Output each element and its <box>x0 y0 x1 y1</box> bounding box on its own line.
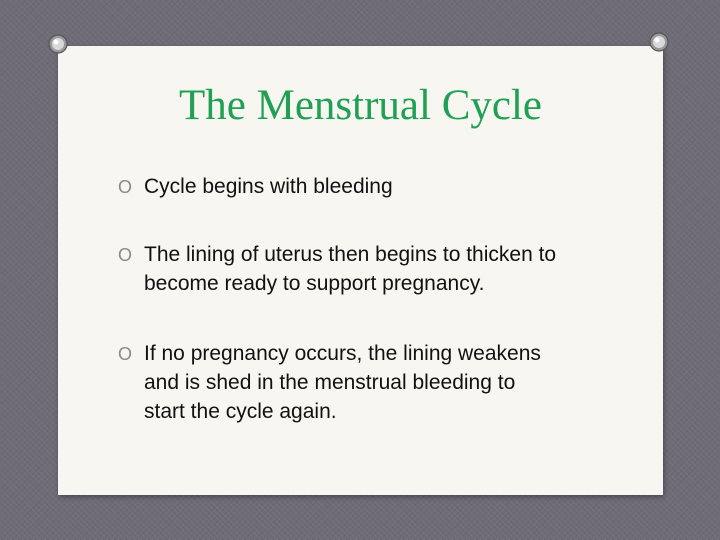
pushpin-icon <box>648 31 670 53</box>
bullet-marker: O <box>118 245 133 265</box>
bullet-marker: O <box>118 177 133 197</box>
pushpin-icon <box>47 33 69 55</box>
bullet-marker: O <box>118 344 133 364</box>
bullet-text: The lining of uterus then begins to thicken to become ready to support pregnancy. <box>144 243 557 295</box>
bullet-text: Cycle begins with bleeding <box>144 175 393 198</box>
bullet-text: If no pregnancy occurs, the lining weakens and is shed in the menstrual bleeding to start the cycle again. <box>144 342 541 423</box>
bullet-item <box>118 339 558 426</box>
bullet-item <box>118 172 638 201</box>
bullet-item <box>118 240 608 298</box>
slide-title: The Menstrual Cycle <box>178 82 542 129</box>
